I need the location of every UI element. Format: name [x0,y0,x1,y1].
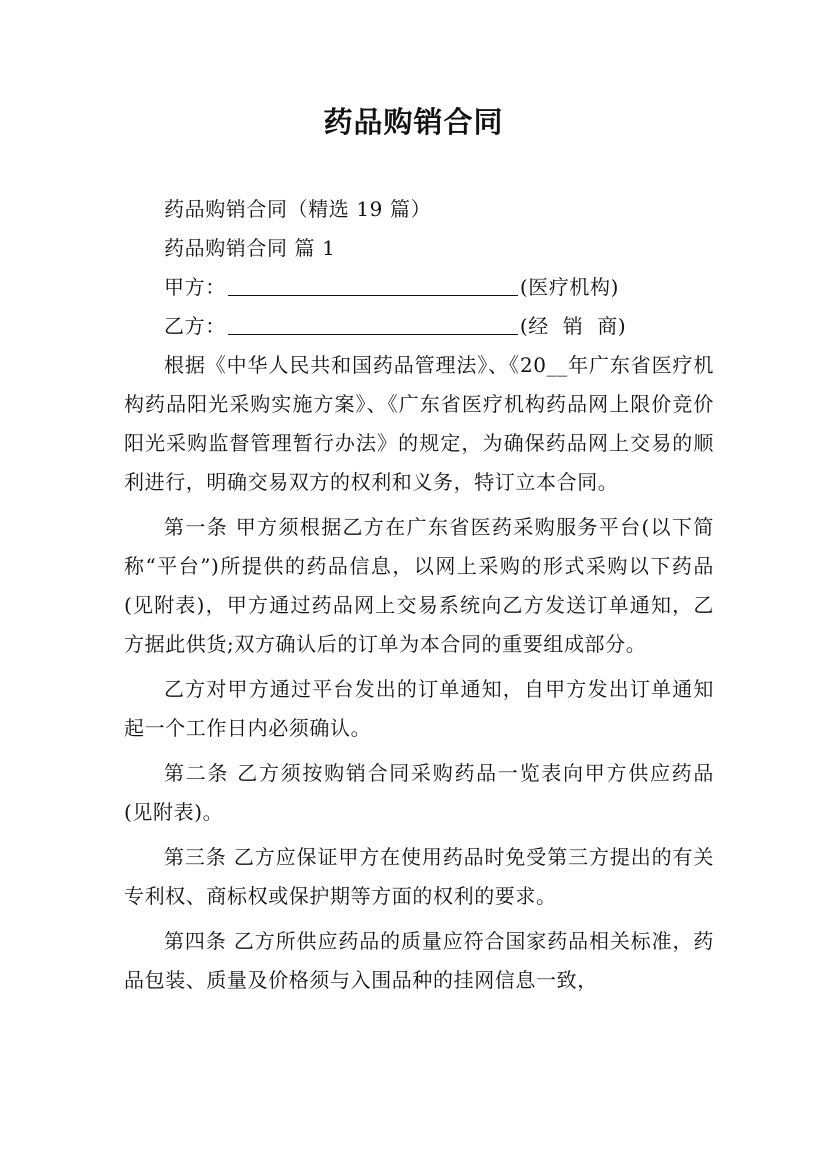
party-b-role: (经 销 商) [519,314,627,338]
paragraph-article-3: 第三条 乙方应保证甲方在使用药品时免受第三方提出的有关专利权、商标权或保护期等方面的权利的要求。 [124,845,714,908]
party-a-role: (医疗机构) [519,275,620,299]
paragraph-article-1: 第一条 甲方须根据乙方在广东省医药采购服务平台(以下简称“平台”)所提供的药品信息，以网上采购的形式采购以下药品(见附表)，甲方通过药品网上交易系统向乙方发送订单通知，乙方据此供货;双方确认后的订单为本合同的重要组成部分。 [124,515,714,656]
section-heading: 药品购销合同 篇 1 [164,236,336,260]
document-title: 药品购销合同 [323,105,504,139]
party-a-blank [228,275,518,296]
party-a-label: 甲方： [164,275,226,299]
party-b-blank [228,314,518,335]
document-body [124,190,714,1000]
paragraph-article-2: 第二条 乙方须按购销合同采购药品一览表向甲方供应药品(见附表)。 [124,761,714,824]
paragraph-article-4: 第四条 乙方所供应药品的质量应符合国家药品相关标准，药品包装、质量及价格须与入围品种的挂网信息一致， [124,929,714,992]
party-b-label: 乙方： [164,314,226,338]
party-b-line [124,307,714,346]
paragraph-preamble: 根据《中华人民共和国药品管理法》、《20__年广东省医疗机构药品阳光采购实施方案》、《广东省医疗机构药品网上限价竞价阳光采购监督管理暂行办法》的规定，为确保药品网上交易的顺利进行，明确交易双方的权利和义务，特订立本合同。 [124,353,714,494]
paragraph-order-confirmation: 乙方对甲方通过平台发出的订单通知，自甲方发出订单通知起一个工作日内必须确认。 [124,677,714,740]
subtitle-line: 药品购销合同（精选 19 篇） [164,197,432,221]
party-a-line [124,268,714,307]
